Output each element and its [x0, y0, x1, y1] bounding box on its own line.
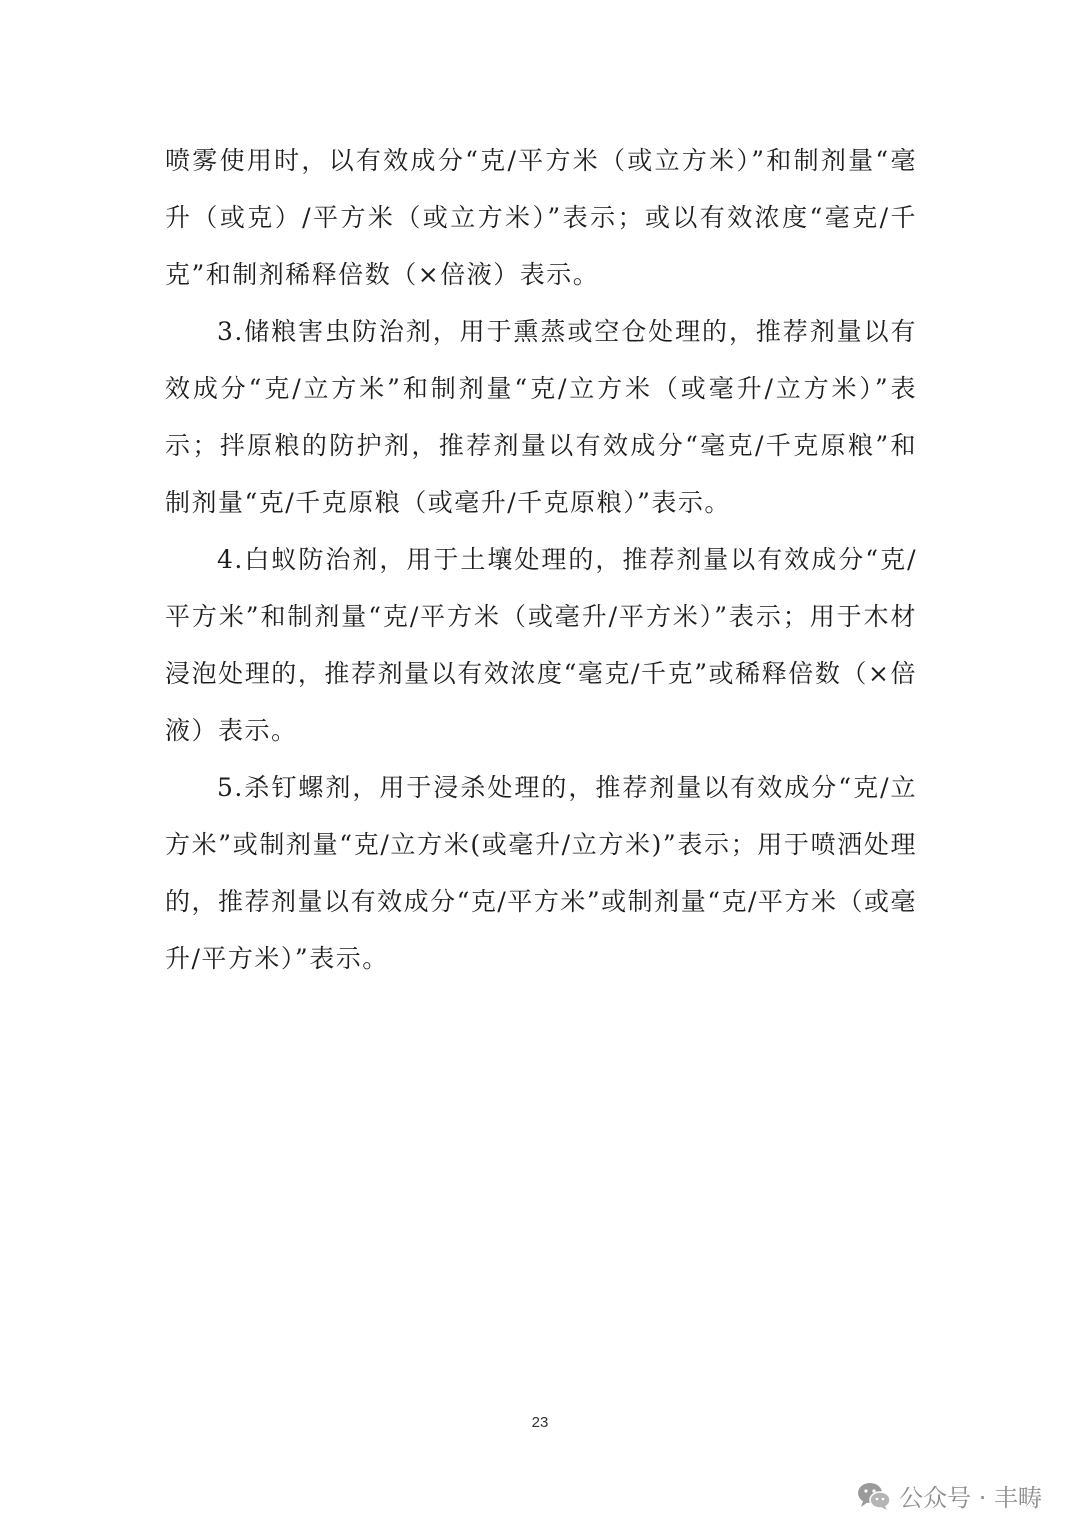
body-text [165, 132, 917, 987]
page-number: 23 [531, 1414, 549, 1431]
wechat-icon [857, 1481, 891, 1511]
paragraph-spray-usage: 喷雾使用时，以有效成分“克/平方米（或立方米）”和制剂量“毫升（或克）/平方米（或立方米）”表示；或以有效浓度“毫克/千克”和制剂稀释倍数（×倍液）表示。 [165, 146, 917, 289]
paragraph-stored-grain-pests: 3.储粮害虫防治剂，用于熏蒸或空仓处理的，推荐剂量以有效成分“克/立方米”和制剂量“克/立方米（或毫升/立方米）”表示；拌原粮的防护剂，推荐剂量以有效成分“毫克/千克原粮”和制剂量“克/千克原粮（或毫升/千克原粮）”表示。 [165, 317, 917, 517]
paragraph-termite-control: 4.白蚁防治剂，用于土壤处理的，推荐剂量以有效成分“克/平方米”和制剂量“克/平方米（或毫升/平方米）”表示；用于木材浸泡处理的，推荐剂量以有效浓度“毫克/千克”或稀释倍数（×倍液）表示。 [165, 545, 917, 745]
watermark [857, 1478, 1042, 1513]
paragraph-molluscicide: 5.杀钉螺剂，用于浸杀处理的，推荐剂量以有效成分“克/立方米”或制剂量“克/立方米(或毫升/立方米)”表示；用于喷洒处理的，推荐剂量以有效成分“克/平方米”或制剂量“克/平方米（或毫升/平方米）”表示。 [165, 773, 917, 973]
watermark-text: 公众号 · 丰畴 [899, 1484, 1042, 1512]
